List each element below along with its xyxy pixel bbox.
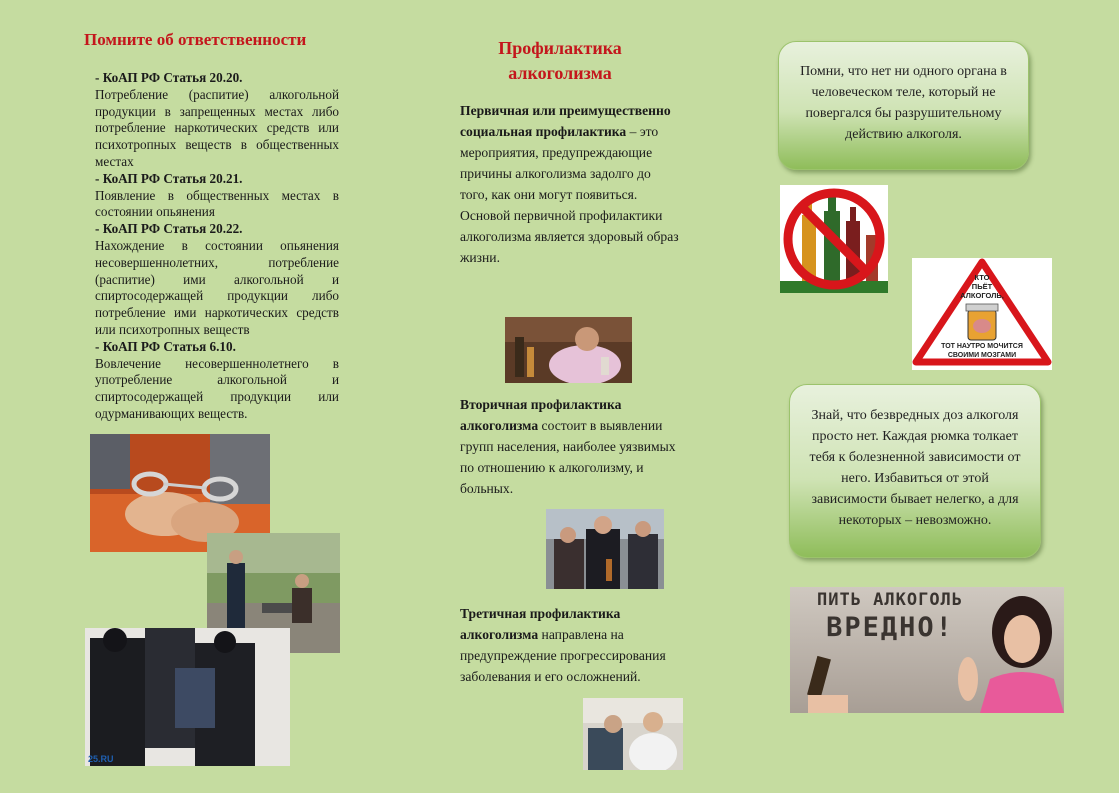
prevention-title (460, 36, 660, 86)
article-heading: - КоАП РФ Статья 20.20. (95, 70, 243, 85)
organ-warning-text: Помни, что нет ни одного органа в человеческом теле, который не повергался бы разрушительному действию алкоголя. (800, 63, 1007, 142)
no-safe-dose-bubble (789, 384, 1041, 558)
sign-top-line1: КТО (974, 273, 990, 282)
tertiary-prevention-heading: Третичная профилактика алкоголизма (460, 606, 621, 642)
tertiary-prevention-text (460, 603, 688, 687)
article-text: Появление в общественных местах в состоянии опьянения (95, 187, 339, 220)
sign-bottom-line2: СВОИМИ МОЗГАМИ (947, 351, 1017, 359)
prevention-title-line2: алкоголизма (508, 63, 612, 83)
secondary-prevention-text (460, 394, 682, 499)
drinking-man-photo (505, 317, 632, 383)
drinking-harmful-banner (790, 587, 1064, 713)
responsibility-title: Помните об ответственности (84, 30, 307, 49)
prevention-title-line1: Профилактика (498, 38, 622, 58)
primary-prevention-text (460, 100, 682, 268)
article-text: Вовлечение несовершеннолетнего в употребление алкогольной и спиртосодержащей продукции или одурманивающих веществ. (95, 355, 339, 421)
consultation-photo (583, 698, 683, 770)
youth-group-photo (546, 509, 664, 589)
sign-bottom-line1: ТОТ НАУТРО МОЧИТСЯ (941, 343, 1023, 350)
banner-line2: ВРЕДНО! (826, 612, 954, 643)
article-heading: - КоАП РФ Статья 6.10. (95, 338, 236, 354)
no-safe-dose-text: Знай, что безвредных доз алкоголя просто нет. Каждая рюмка толкает тебя к болезненной зависимости от него. Избавиться от этой зависимости бывает нелегко, а для некоторых – невозможно. (809, 408, 1021, 528)
law-article-20-22 (95, 221, 339, 339)
primary-prevention-heading: Первичная или преимущественно социальная профилактика (460, 103, 671, 139)
organ-warning-bubble (778, 41, 1029, 170)
law-article-20-21 (95, 171, 339, 221)
law-article-6-10 (95, 339, 339, 423)
photo-watermark: 25.RU (88, 754, 114, 764)
law-articles-list (95, 70, 339, 423)
banner-line1: ПИТЬ АЛКОГОЛЬ (816, 590, 964, 610)
law-article-20-20 (95, 70, 339, 171)
tertiary-prevention-body: направлена на предупреждение прогрессирования заболевания и его осложнений. (460, 627, 666, 684)
primary-prevention-body: – это мероприятия, предупреждающие причины алкоголизма задолго до того, как они могут появиться. Основой первичной профилактики алкоголизма является здоровый образ жизни. (460, 124, 679, 265)
secondary-prevention-body: состоит в выявлении групп населения, наиболее уязвимых по отношению к алкоголизму, и больных. (460, 418, 676, 496)
article-text: Потребление (распитие) алкогольной продукции в запрещенных местах либо потребление наркотических средств или психотропных веществ в общественных местах (95, 86, 339, 169)
article-heading: - КоАП РФ Статья 20.22. (95, 221, 243, 237)
sign-top-line3: АЛКОГОЛЬ, (960, 291, 1004, 300)
arrest-photo (85, 628, 290, 766)
article-heading: - КоАП РФ Статья 20.21. (95, 170, 243, 186)
alcohol-brain-warning-sign (912, 258, 1052, 370)
article-text: Нахождение в состоянии опьянения несовершеннолетних, потребление (распитие) ими алкогольной и спиртосодержащей продукции либо потребление ими наркотических средств или психотропных веществ (95, 237, 339, 337)
no-alcohol-sign (780, 185, 888, 293)
secondary-prevention-heading: Вторичная профилактика алкоголизма (460, 397, 622, 433)
sign-top-line2: ПЬЁТ (971, 282, 993, 291)
